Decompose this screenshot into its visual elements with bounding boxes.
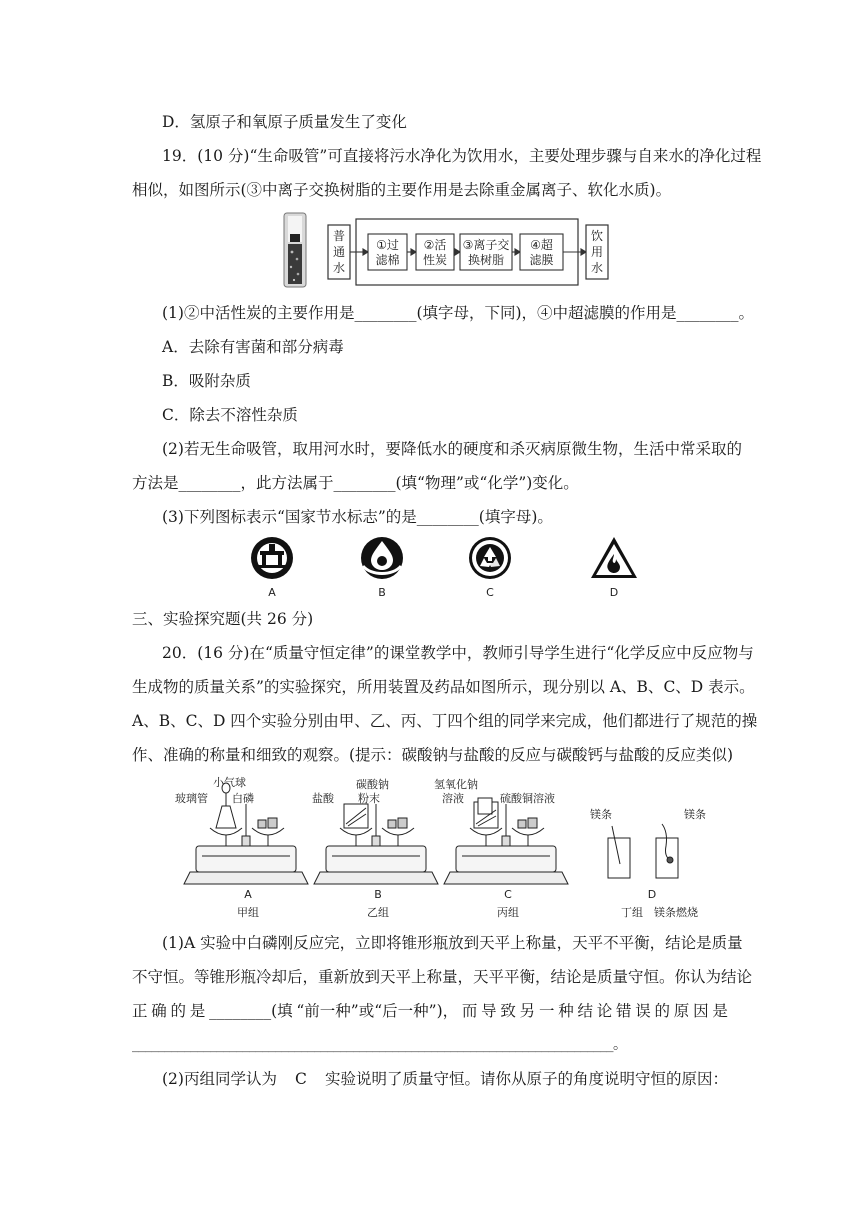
section-3-title: 三、实验探究题(共 26 分) — [132, 610, 314, 628]
q19-part2-cont: 方法是________，此方法属于________(填“物理”或“化学”)变化。 — [132, 474, 579, 492]
label-glass-tube: 玻璃管 — [175, 792, 208, 805]
q20-stem-3: A、B、C、D 四个实验分别由甲、乙、丙、丁四个组的同学来完成，他们都进行了规范的操 — [132, 712, 758, 730]
exp-letter-a: A — [244, 888, 252, 901]
q20-part2 — [162, 1068, 728, 1090]
label-mg-left: 镁条 — [590, 808, 612, 821]
label-na2co3: 碳酸钠 — [356, 778, 389, 791]
q20-part1: (1)A 实验中白磷刚反应完，立即将锥形瓶放到天平上称量，天平不平衡，结论是质量 — [162, 934, 743, 952]
q20-p1-3-c20: 是 — [712, 1002, 728, 1020]
q20-p1-3-c17: 的 — [654, 1002, 671, 1020]
group-yi: 乙组 — [367, 906, 389, 919]
flow-step-3-line1: ③离子交 — [462, 238, 510, 252]
q19-part2: (2)若无生命吸管，取用河水时，要降低水的硬度和杀灭病原微生物，生活中常采取的 — [162, 440, 742, 458]
group-jia: 甲组 — [237, 906, 259, 919]
q20-p1-3-c1: 正 — [132, 1002, 148, 1020]
q19-part1: (1)②中活性炭的主要作用是________(填字母，下同)，④中超滤膜的作用是________。 — [162, 304, 755, 322]
q20-p1-3-c19: 因 — [693, 1002, 709, 1020]
flow-step-3-line2: 换树脂 — [467, 253, 505, 267]
q20-p1-3-c14: 论 — [596, 1002, 613, 1020]
q20-stem: 20．(16 分)在“质量守恒定律”的课堂教学中，教师引导学生进行“化学反应中反应物与 — [162, 644, 754, 662]
experiments-figure — [172, 776, 732, 924]
q20-part1-answer-line: __________________________________________________________________________。 — [132, 1037, 627, 1053]
life-straw-image — [284, 213, 306, 287]
label-hcl: 盐酸 — [312, 792, 334, 805]
q20-p1-3-choice: “前一种”或“后一种”)， — [296, 1002, 459, 1020]
q20-p1-3-c11: 一 — [538, 1002, 555, 1020]
flow-start-char-2: 通 — [332, 245, 346, 259]
q20-p1-3-c15: 错 — [616, 1002, 632, 1020]
label-powder: 粉末 — [358, 792, 380, 805]
label-mg-right: 镁条 — [684, 808, 706, 821]
q20-p1-3-c4: 是 — [189, 1002, 206, 1020]
water-factory-icon — [251, 537, 293, 579]
q20-stem-2: 生成物的质量关系”的实验探究，所用装置及药品如图所示，现分别以 A、B、C、D 表示。 — [132, 678, 755, 696]
balance-c — [444, 798, 568, 884]
life-straw-flow-diagram — [282, 212, 612, 290]
q20-p1-3-c12: 种 — [558, 1002, 574, 1020]
q20-part1-2: 不守恒。等锥形瓶冷却后，重新放到天平上称量，天平平衡，结论是质量守恒。你认为结论 — [132, 968, 753, 986]
label-cuso4: 硫酸铜溶液 — [500, 792, 555, 805]
exp-letter-b: B — [374, 888, 382, 901]
q20-p1-3-c16: 误 — [635, 1002, 651, 1020]
flammable-warning-icon — [591, 537, 637, 578]
flow-end-char-1: 饮 — [590, 229, 604, 243]
flow-end-char-3: 水 — [590, 261, 604, 275]
q19-option-c: C．除去不溶性杂质 — [162, 406, 298, 424]
flow-step-2-line1: ②活 — [423, 238, 447, 252]
flow-step-2-line2: 性炭 — [422, 253, 448, 267]
q19-stem-cont: 相似，如图所示(③中离子交换树脂的主要作用是去除重金属离子、软化水质)。 — [132, 181, 672, 199]
icon-label-a: A — [268, 586, 276, 599]
q19-part3: (3)下列图标表示“国家节水标志”的是________(填字母)。 — [162, 508, 553, 526]
q20-p1-3-blank: ________(填 — [209, 1002, 293, 1020]
flow-step-4-line2: 滤膜 — [529, 253, 554, 267]
icon-label-c: C — [486, 586, 494, 599]
recycle-icon — [469, 537, 511, 579]
q20-p1-3-c13: 结 — [577, 1002, 593, 1020]
group-ding: 丁组 — [621, 906, 643, 919]
q20-part1-3 — [132, 1000, 728, 1022]
q19-stem: 19．(10 分)“生命吸管”可直接将污水净化为饮用水，主要处理步骤与自来水的净化过程 — [162, 147, 762, 165]
q20-p1-3-c7: 而 — [461, 1002, 478, 1020]
q20-p1-3-c8: 导 — [481, 1002, 497, 1020]
magnesium-burning-setup — [608, 824, 678, 878]
q20-p1-3-c9: 致 — [500, 1002, 516, 1020]
q20-p2-b: C — [295, 1070, 307, 1088]
q20-p1-3-c10: 另 — [519, 1002, 536, 1020]
balance-b — [314, 804, 438, 884]
q20-p2-a: (2)丙组同学认为 — [162, 1070, 277, 1088]
q20-p2-c: 实验说明了质量守恒。请你从原子的角度说明守恒的原因： — [324, 1070, 728, 1088]
q20-p1-3-c3: 的 — [170, 1002, 187, 1020]
flow-step-1-line1: ①过 — [376, 238, 399, 252]
q19-option-b: B．吸附杂质 — [162, 372, 251, 390]
flow-end-char-2: 用 — [590, 245, 604, 259]
flow-step-1-line2: 滤棉 — [375, 253, 400, 267]
flow-step-4-line1: ④超 — [530, 238, 553, 252]
label-naoh: 氢氧化钠 — [434, 778, 478, 791]
label-naoh-solution: 溶液 — [442, 792, 464, 805]
q20-p1-3-c18: 原 — [673, 1002, 690, 1020]
d-caption: 镁条燃烧 — [654, 906, 698, 919]
flow-start-char-3: 水 — [332, 261, 346, 275]
label-balloon: 小气球 — [213, 776, 246, 789]
exp-letter-c: C — [504, 888, 512, 901]
label-white-phosphorus: 白磷 — [232, 792, 254, 805]
q20-p1-3-c2: 确 — [151, 1002, 167, 1020]
group-bing: 丙组 — [497, 906, 519, 919]
icon-label-b: B — [378, 586, 386, 599]
exp-letter-d: D — [647, 888, 657, 901]
q18-option-d: D．氢原子和氧原子质量发生了变化 — [162, 113, 407, 131]
q20-stem-4: 作、准确的称量和细致的观察。(提示：碳酸钠与盐酸的反应与碳酸钙与盐酸的反应类似) — [132, 746, 734, 764]
water-drop-hand-icon — [361, 537, 403, 579]
flow-start-char-1: 普 — [332, 229, 346, 243]
q19-option-a: A．去除有害菌和部分病毒 — [162, 338, 344, 356]
icon-label-d: D — [609, 586, 619, 599]
water-sign-icons — [240, 536, 660, 602]
